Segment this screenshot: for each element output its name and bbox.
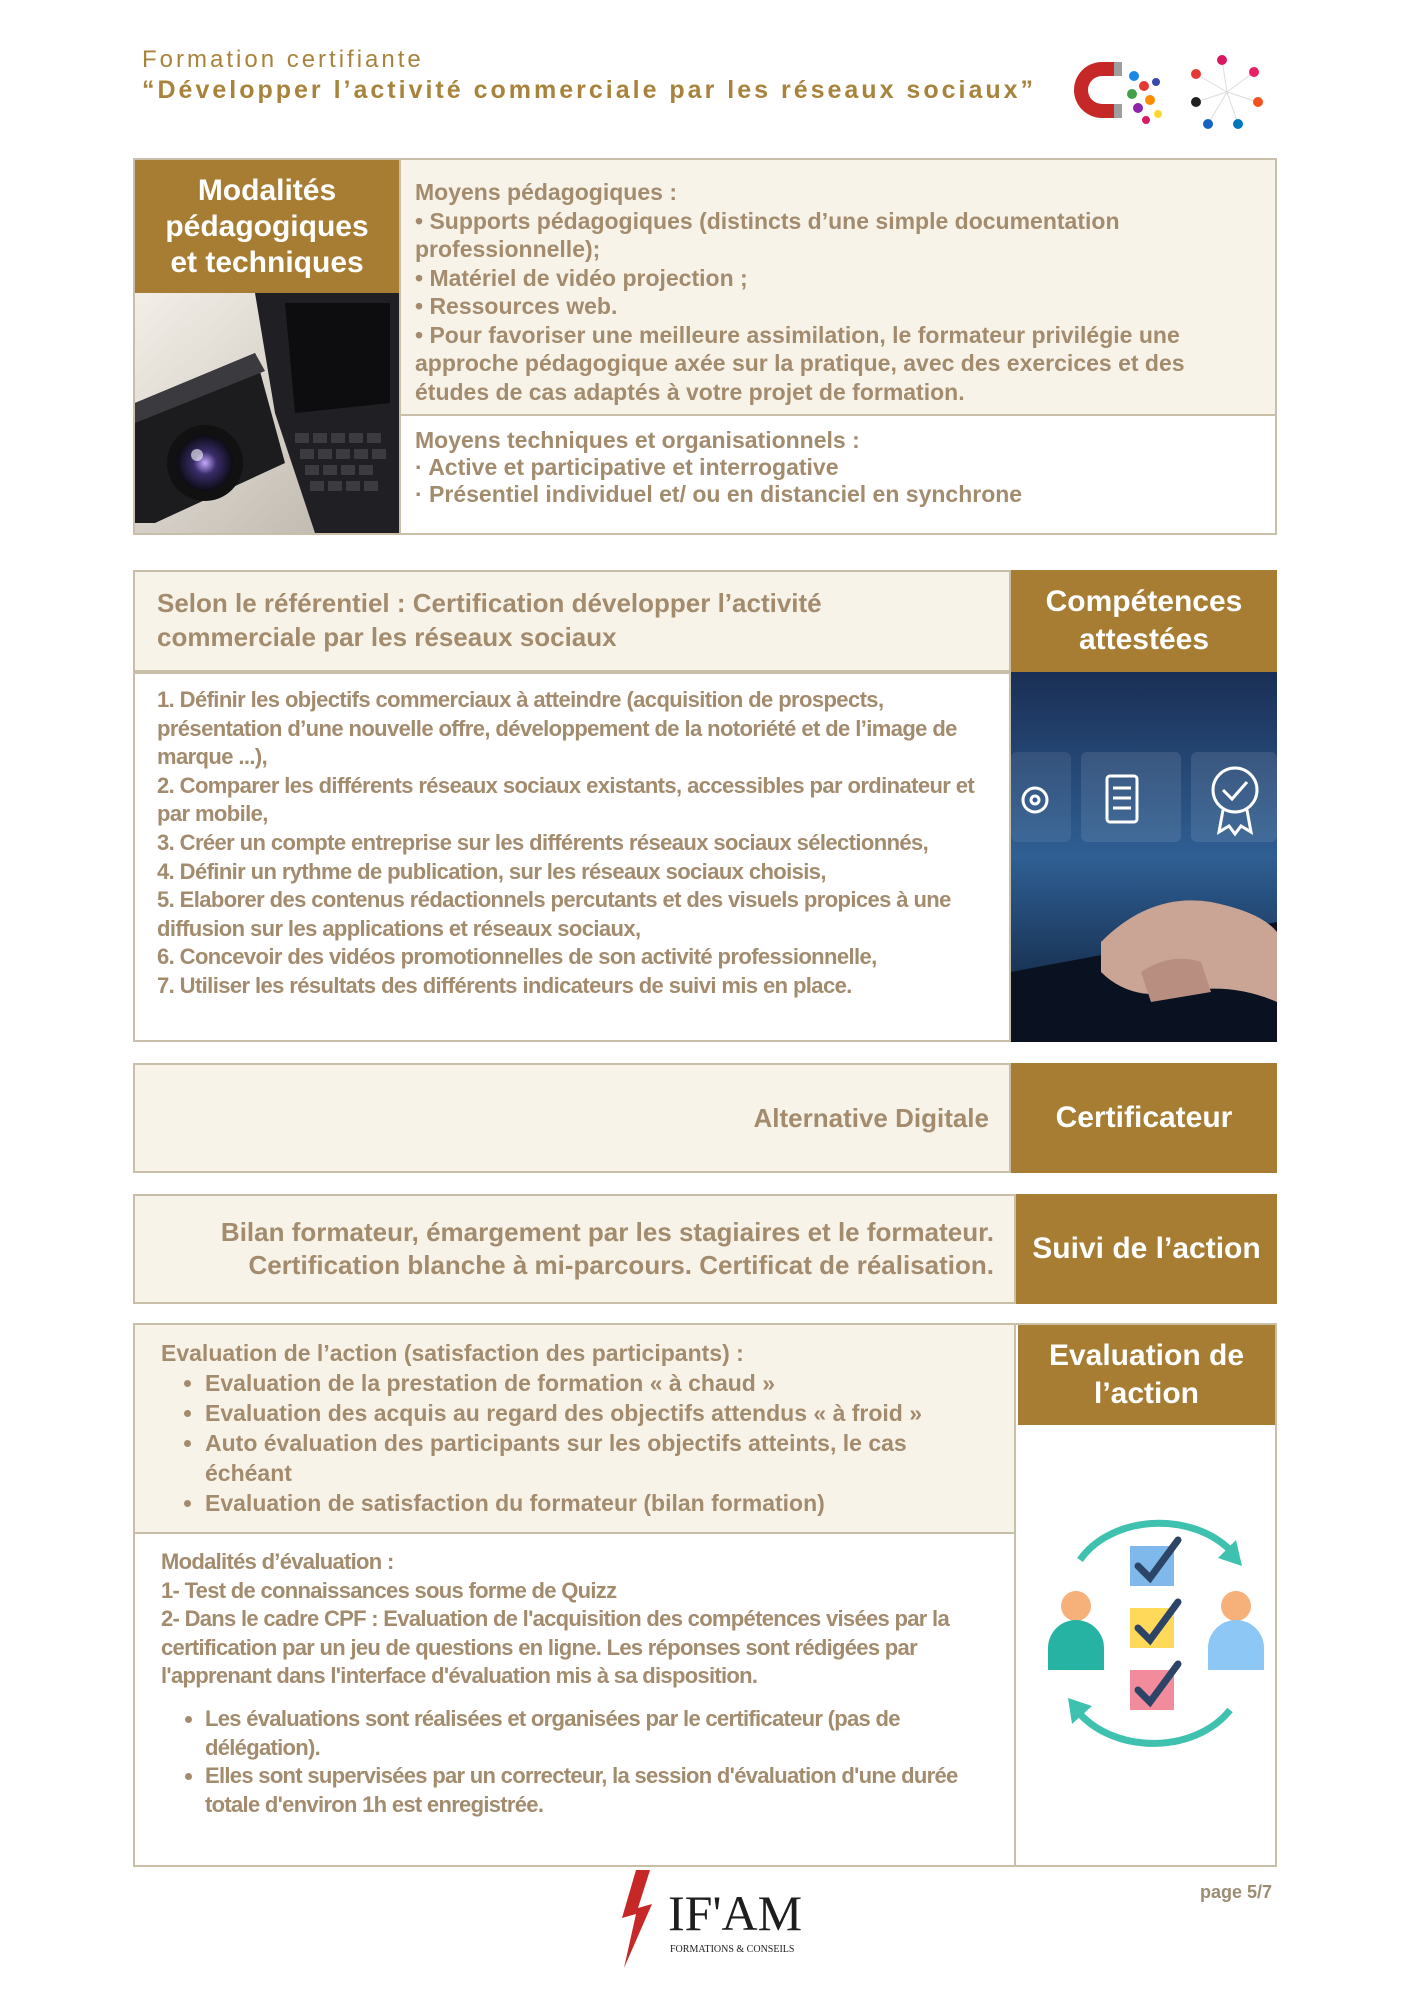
section-evaluation-title: Evaluation de l’action bbox=[1018, 1325, 1275, 1425]
hands-laptop-photo bbox=[1011, 672, 1277, 1042]
section-modalites-pedagogiques bbox=[399, 160, 1275, 416]
modalites-line: 1- Test de connaissances sous forme de Quizz bbox=[161, 1577, 617, 1603]
techniques-heading: Moyens techniques et organisationnels : bbox=[415, 427, 860, 453]
projector-laptop-photo bbox=[135, 293, 399, 533]
page-number: page 5/7 bbox=[1200, 1882, 1273, 1902]
list-item: 2. Comparer les différents réseaux sociaux existants, accessibles par ordinateur et par mobile, bbox=[157, 772, 975, 827]
competences-list-box bbox=[133, 672, 1011, 1042]
header-title: “Développer l’activité commerciale par les réseaux sociaux” bbox=[142, 76, 1037, 104]
pedagogiques-item: • Pour favoriser une meilleure assimilation, le formateur privilégie une approche pédagogique axée sur la pratique, avec des exercices et des études de cas adaptés à votre projet de formation. bbox=[415, 321, 1185, 405]
suivi-box bbox=[133, 1194, 1016, 1304]
modalites-line: 2- Dans le cadre CPF : Evaluation de l'acquisition des compétences visées par la certification par un jeu de questions en ligne. Les réponses sont rédigées par l'apprenant dans l'interface d'évaluation mis à sa disposition. bbox=[161, 1606, 949, 1689]
evaluation-modalites-box bbox=[135, 1534, 1016, 1865]
list-item: • Evaluation de la prestation de formation « à chaud » bbox=[205, 1368, 1014, 1398]
pedagogiques-item: • Supports pédagogiques (distincts d’une simple documentation professionnelle); bbox=[415, 207, 1120, 262]
modalites-list bbox=[161, 1705, 990, 1819]
suivi-line: Bilan formateur, émargement par les stagiaires et le formateur. bbox=[220, 1217, 994, 1247]
header-subtitle: Formation certifiante bbox=[142, 46, 424, 73]
evaluation-list bbox=[161, 1368, 1014, 1518]
list-item: • Evaluation de satisfaction du formateur (bilan formation) bbox=[205, 1488, 1014, 1518]
list-item: 4. Définir un rythme de publication, sur les réseaux sociaux choisis, bbox=[157, 858, 826, 884]
referentiel-box: Selon le référentiel : Certification développer l’activité commerciale par les réseaux sociaux bbox=[133, 570, 1011, 672]
evaluation-satisfaction-box bbox=[135, 1325, 1016, 1534]
list-item: • Elles sont supervisées par un correcteur, la session d'évaluation d'une durée totale d'environ 1h est enregistrée. bbox=[205, 1762, 990, 1819]
list-item: 7. Utiliser les résultats des différents indicateurs de suivi mis en place. bbox=[157, 972, 852, 998]
list-item: 6. Concevoir des vidéos promotionnelles de son activité professionnelle, bbox=[157, 944, 877, 970]
evaluation-cycle-icon bbox=[1040, 1500, 1270, 1760]
section-competences-title: Compétences attestées bbox=[1011, 570, 1277, 672]
social-network-icon bbox=[1182, 52, 1272, 134]
list-item: 3. Créer un compte entreprise sur les différents réseaux sociaux sélectionnés, bbox=[157, 829, 929, 855]
techniques-item: · Présentiel individuel et/ ou en distanciel en synchrone bbox=[415, 481, 1023, 507]
section-suivi-title: Suivi de l’action bbox=[1016, 1194, 1277, 1304]
pedagogiques-item: • Matériel de vidéo projection ; bbox=[415, 264, 748, 291]
techniques-item: · Active et participative et interrogative bbox=[415, 454, 839, 480]
competences-list bbox=[157, 686, 991, 1001]
magnet-social-icon bbox=[1062, 52, 1172, 132]
list-item: • Les évaluations sont réalisées et organisées par le certificateur (pas de délégation). bbox=[205, 1705, 990, 1762]
suivi-line: Certification blanche à mi-parcours. Certificat de réalisation. bbox=[248, 1250, 994, 1280]
list-item: 5. Elaborer des contenus rédactionnels percutants et des visuels propices à une diffusion sur les applications et réseaux sociaux, bbox=[157, 887, 951, 941]
pedagogiques-item: • Ressources web. bbox=[415, 293, 618, 319]
section-modalites-title: Modalités pédagogiques et techniques bbox=[135, 160, 399, 293]
svg-text:FORMATIONS & CONSEILS: FORMATIONS & CONSEILS bbox=[670, 1944, 795, 1955]
list-item: • Auto évaluation des participants sur les objectifs atteints, le cas échéant bbox=[205, 1428, 1014, 1488]
certificateur-value: Alternative Digitale bbox=[133, 1063, 1011, 1173]
section-certificateur-title: Certificateur bbox=[1011, 1063, 1277, 1173]
list-item: 1. Définir les objectifs commerciaux à atteindre (acquisition de prospects, présentation d’une nouvelle offre, développement de la notoriété et de l’image de marque ...), bbox=[157, 687, 957, 770]
ifam-logo bbox=[612, 1868, 812, 1970]
modalites-heading: Modalités d’évaluation : bbox=[161, 1549, 394, 1574]
pedagogiques-heading: Moyens pédagogiques : bbox=[415, 179, 677, 205]
list-item: • Evaluation des acquis au regard des objectifs attendus « à froid » bbox=[205, 1398, 1014, 1428]
evaluation-heading: Evaluation de l’action (satisfaction des participants) : bbox=[161, 1340, 744, 1366]
svg-text:IF'AM: IF'AM bbox=[668, 1885, 803, 1941]
section-modalites-techniques bbox=[399, 416, 1275, 533]
